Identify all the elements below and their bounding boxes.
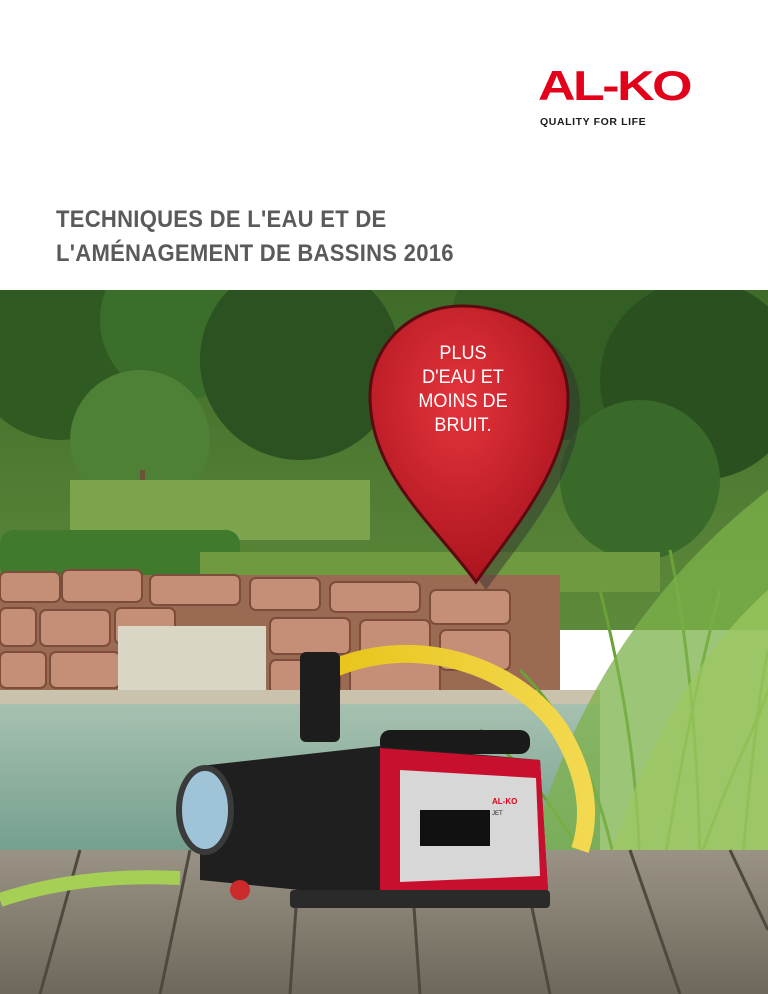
pump-model-label: JET	[492, 811, 503, 817]
al-ko-logo-mark	[538, 64, 698, 108]
tagline: QUALITY FOR LIFE	[540, 116, 647, 128]
pin-line-2: D'EAU ET	[422, 367, 504, 388]
pump-brand-label: AL-KO	[492, 797, 518, 806]
logo-text: AL-KO	[538, 64, 691, 108]
cover-photo	[0, 290, 768, 994]
pin-line-3: MOINS DE	[418, 391, 508, 412]
pin-callout-text	[396, 342, 531, 438]
garden-pond-pump-illustration	[0, 290, 768, 994]
pin-line-4: BRUIT.	[434, 415, 492, 436]
title-line-2: L'AMÉNAGEMENT DE BASSINS 2016	[56, 240, 454, 267]
pin-line-1: PLUS	[439, 343, 487, 364]
page-title	[56, 203, 454, 271]
title-line-1: TECHNIQUES DE L'EAU ET DE	[56, 206, 387, 233]
